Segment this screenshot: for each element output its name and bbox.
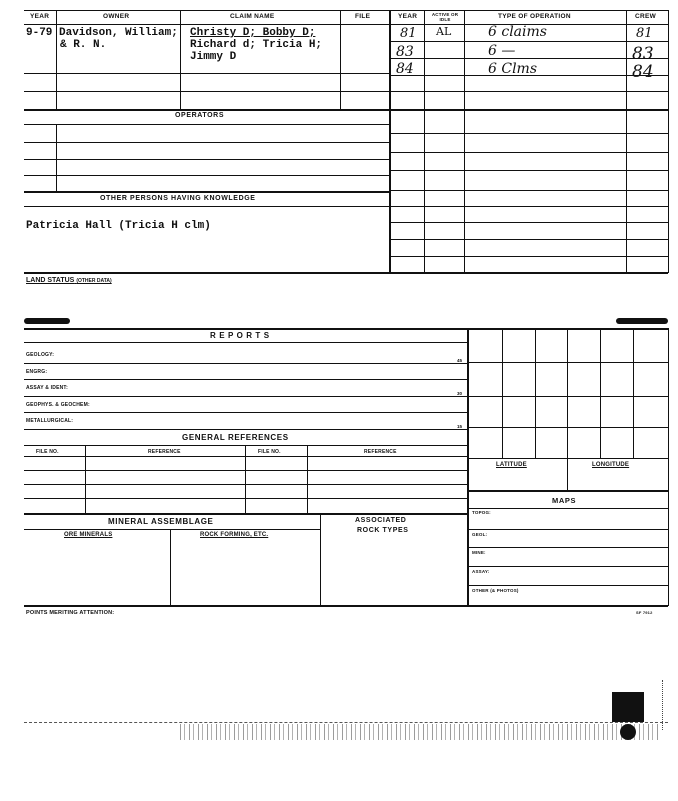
claim-line-1: Christy D; Bobby D;: [190, 27, 316, 39]
header-type-of-operation: TYPE OF OPERATION: [498, 13, 571, 20]
header-file: FILE: [355, 13, 371, 20]
map-topog: TOPOG:: [472, 510, 491, 515]
hand-operation-2: 6 —: [488, 43, 516, 59]
map-geol: GEOL:: [472, 532, 488, 537]
top-border: [24, 10, 668, 11]
report-geology: GEOLOGY:: [26, 352, 55, 358]
lower-box-top: [24, 328, 668, 330]
lower-box-bottom: [24, 605, 668, 607]
hand-crew-1: 81: [636, 26, 653, 41]
col-reference-1: REFERENCE: [148, 449, 181, 455]
hand-operation-1: 6 claims: [488, 24, 547, 40]
operators-title: OPERATORS: [175, 112, 225, 119]
maps-title: MAPS: [552, 496, 577, 505]
binder-tab-left: [24, 318, 70, 324]
scan-noise-band: [180, 724, 660, 740]
scan-noise-line: [24, 722, 668, 723]
scan-artifact-dot: [620, 724, 636, 740]
owner-line-2: & R. N.: [60, 39, 107, 51]
owner-line-1: 9-79 Davidson, William;: [26, 27, 178, 39]
report-metallurgical: METALLURGICAL:: [26, 418, 74, 424]
header-year-2: YEAR: [398, 13, 418, 20]
report-assay-ident: ASSAY & IDENT:: [26, 385, 68, 391]
other-persons-value: Patricia Hall (Tricia H clm): [26, 220, 211, 232]
header-owner: OWNER: [103, 13, 130, 20]
ore-minerals-label: ORE MINERALS: [64, 532, 113, 538]
associated-label: ASSOCIATED: [355, 517, 407, 524]
map-other-photos: OTHER (& PHOTOS): [472, 588, 519, 593]
hand-operation-3: 6 Clms: [488, 61, 538, 77]
report-geophys-geochem: GEOPHYS. & GEOCHEM:: [26, 402, 90, 408]
col-reference-2: REFERENCE: [364, 449, 397, 455]
latitude-label: LATITUDE: [496, 462, 527, 468]
hand-year-1: 81: [400, 26, 417, 41]
other-persons-title: OTHER PERSONS HAVING KNOWLEDGE: [100, 195, 256, 202]
land-status-label: LAND STATUS (OTHER DATA): [26, 277, 112, 284]
hand-year-3: 84: [396, 61, 414, 77]
claim-line-2: Richard d; Tricia H;: [190, 39, 323, 51]
header-bottom-line: [24, 24, 668, 25]
report-engrg: ENGRG:: [26, 369, 48, 375]
form-code: SF 7912: [636, 610, 653, 615]
rock-types-label: ROCK TYPES: [357, 527, 409, 534]
hand-year-2: 83: [396, 44, 414, 60]
rock-forming-label: ROCK FORMING, ETC.: [200, 532, 269, 538]
header-active-or-idle: ACTIVE OR IDLE: [431, 12, 459, 22]
binder-tab-right: [616, 318, 668, 324]
reports-right-divider: [467, 328, 469, 606]
hand-active: AL: [436, 25, 452, 38]
points-meriting-attention: POINTS MERITING ATTENTION:: [26, 610, 115, 616]
col-file-no-1: FILE NO.: [36, 449, 59, 455]
mineral-assemblage-title: MINERAL ASSEMBLAGE: [108, 517, 214, 526]
reports-title: R E P O R T S: [210, 331, 270, 340]
longitude-label: LONGITUDE: [592, 462, 630, 468]
header-crew: CREW: [635, 13, 657, 20]
main-vertical-divider: [389, 10, 391, 273]
hand-crew-2: 83: [632, 44, 654, 64]
map-mine: MINE:: [472, 550, 486, 555]
header-year: YEAR: [30, 13, 50, 20]
map-assay: ASSAY:: [472, 569, 490, 574]
general-references-title: GENERAL REFERENCES: [182, 433, 289, 442]
claim-line-3: Jimmy D: [190, 51, 237, 63]
hand-crew-3: 84: [632, 62, 654, 82]
scan-artifact-block: [612, 692, 644, 722]
col-file-no-2: FILE NO.: [258, 449, 281, 455]
header-claim-name: CLAIM NAME: [230, 13, 275, 20]
